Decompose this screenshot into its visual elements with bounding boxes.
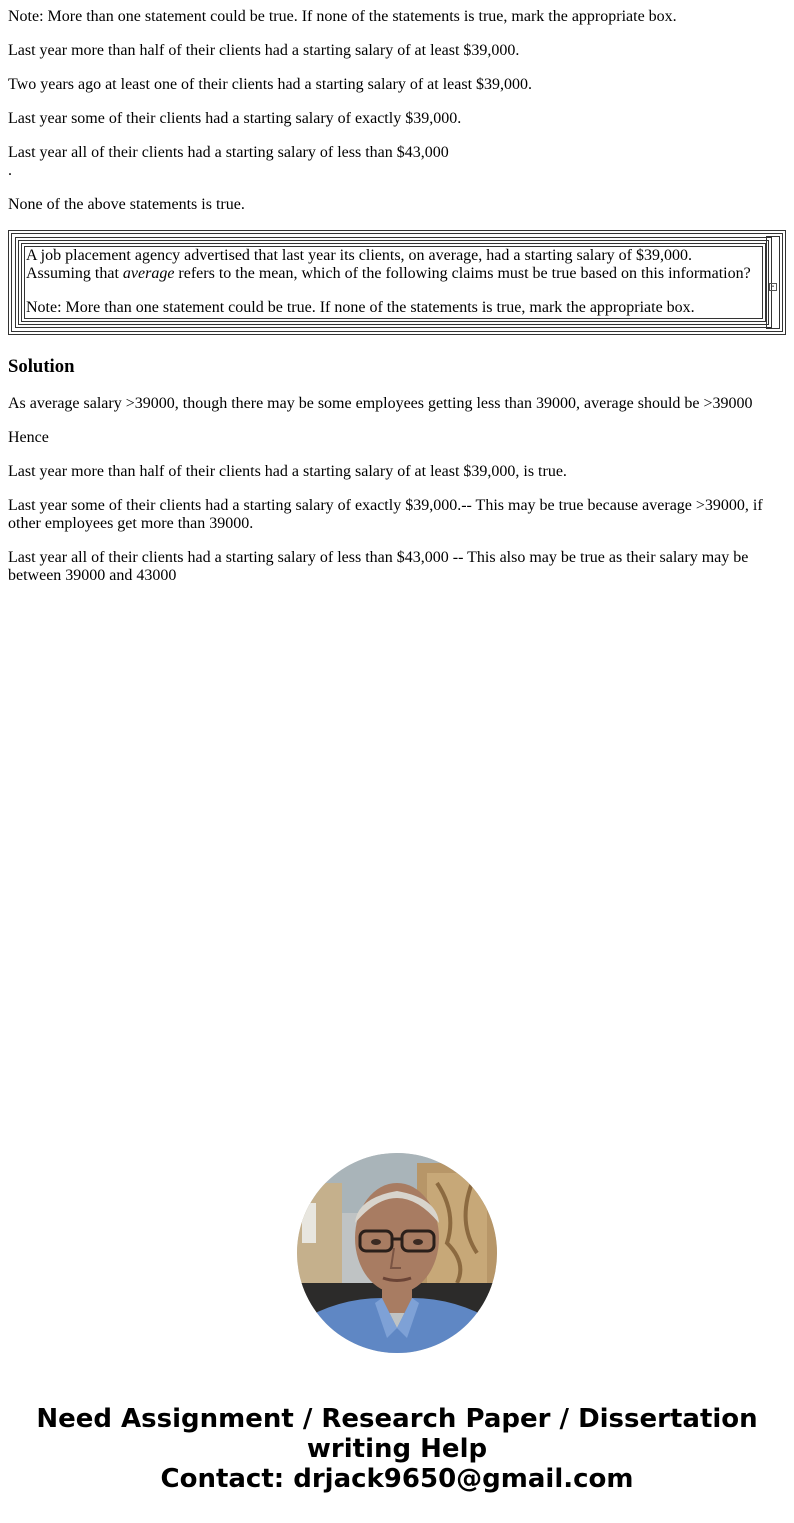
footer-line-2: writing Help — [306, 1434, 488, 1464]
solution-para-3: Last year more than half of their clients had a starting salary of at least $39,000, is true. — [8, 463, 567, 480]
solution-para-1: As average salary >39000, though there may be some employees getting less than 39000, average should be >39000 — [8, 395, 753, 412]
question-line-2-end: refers to the mean, which of the following claims must be true based on this information? — [174, 265, 751, 282]
footer-banner — [0, 1404, 794, 1494]
solution-para-2: Hence — [8, 429, 49, 446]
question-box-inner-frame — [15, 237, 772, 328]
statement-4: Last year all of their clients had a starting salary of less than $43,000 — [8, 144, 449, 161]
question-line-2 — [26, 265, 762, 283]
author-avatar — [297, 1153, 497, 1353]
solution-para-4: Last year some of their clients had a starting salary of exactly $39,000.-- This may be true because average >39000, if other employees get more than 39000. — [8, 497, 763, 532]
statement-3: Last year some of their clients had a starting salary of exactly $39,000. — [8, 110, 462, 127]
statement-4-period: . — [8, 162, 12, 179]
question-box-inner-frame-3 — [21, 243, 766, 322]
solution-para-5: Last year all of their clients had a starting salary of less than $43,000 -- This also may be true as their salary may be between 39000 and 43000 — [8, 549, 749, 584]
broken-image-icon: ▪ — [769, 283, 777, 291]
footer-line-1: Need Assignment / Research Paper / Dissertation — [36, 1404, 758, 1434]
question-box-inner-frame-2 — [18, 240, 769, 325]
author-portrait-image — [297, 1153, 497, 1353]
question-spacer — [26, 283, 762, 299]
statement-5: None of the above statements is true. — [8, 196, 245, 213]
question-box-frame — [11, 233, 783, 332]
question-line-1: A job placement agency advertised that last year its clients, on average, had a starting salary of $39,000. — [26, 247, 692, 264]
solution-heading: Solution — [8, 356, 75, 377]
statement-2: Two years ago at least one of their clients had a starting salary of at least $39,000. — [8, 76, 533, 93]
question-box-side-cell — [766, 236, 780, 329]
footer-contact[interactable]: Contact: drjack9650@gmail.com — [160, 1464, 634, 1494]
question-line-2-emphasis: average — [122, 265, 175, 282]
question-line-2-start: Assuming that — [26, 265, 123, 282]
statement-1: Last year more than half of their clients had a starting salary of at least $39,000. — [8, 42, 520, 59]
question-box-content — [24, 246, 763, 319]
question-text — [26, 247, 762, 317]
question-note: Note: More than one statement could be true. If none of the statements is true, mark the appropriate box. — [26, 299, 695, 316]
note-text: Note: More than one statement could be true. If none of the statements is true, mark the appropriate box. — [8, 8, 677, 25]
question-box — [8, 230, 786, 335]
